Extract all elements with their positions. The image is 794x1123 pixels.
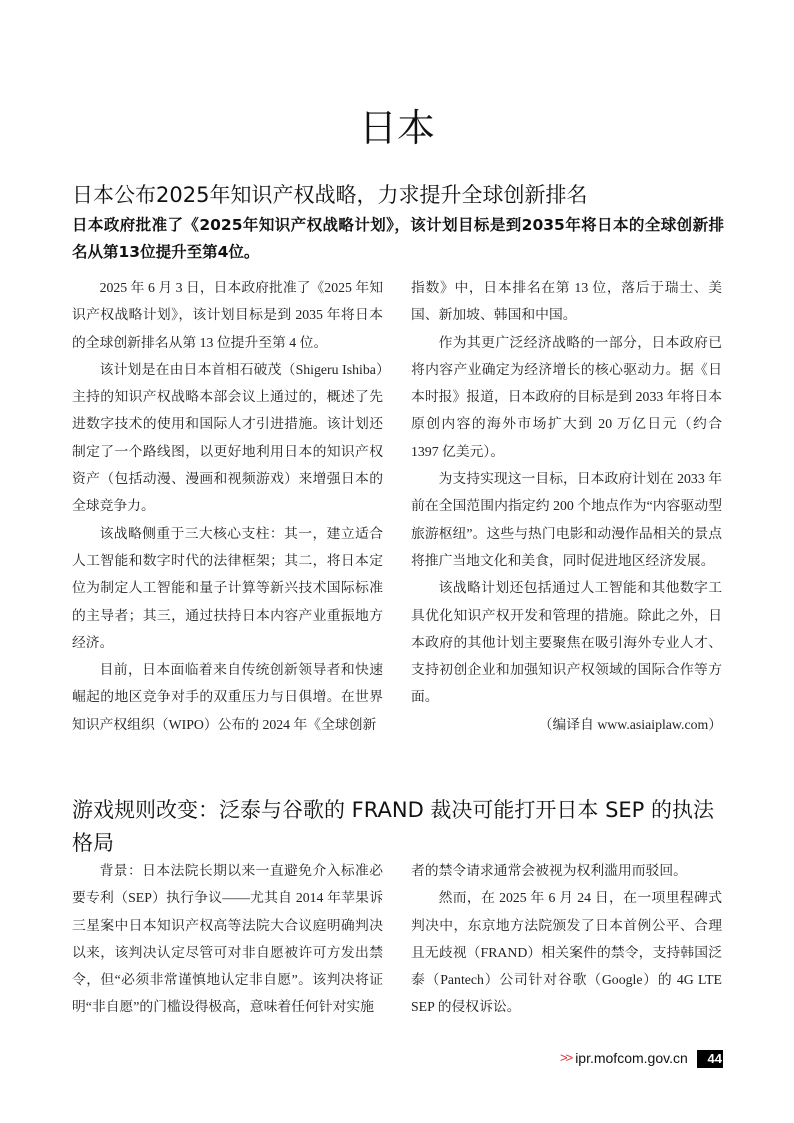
article-title: 游戏规则改变：泛泰与谷歌的 FRAND 裁决可能打开日本 SEP 的执法格局 — [72, 798, 715, 855]
chevron-right-icon: >> — [560, 1050, 572, 1065]
source-credit: （编译自 www.asiaiplaw.com） — [538, 716, 722, 732]
paragraph-continuation: 者的禁令请求通常会被视为权利滥用而驳回。 — [411, 863, 687, 878]
article-title: 日本公布2025年知识产权战略，力求提升全球创新排名 — [72, 183, 588, 207]
article1-left-column — [72, 274, 383, 738]
paragraph: 该战略计划还包括通过人工智能和其他数字工具优化知识产权开发和管理的措施。除此之外，日本政府的其他计划主要聚焦在吸引海外专业人才、支持初创企业和加强知识产权领域的国际合作等方面。 — [411, 580, 722, 705]
article2-left-column — [72, 857, 383, 1021]
paragraph: 为支持实现这一目标，日本政府计划在 2033 年前在全国范围内指定约 200 个地点作为“内容驱动型旅游枢纽”。这些与热门电影和动漫作品相关的景点将推广当地文化和美食，同时促进地区经济发展。 — [411, 471, 722, 568]
paragraph: 2025 年 6 月 3 日，日本政府批准了《2025 年知识产权战略计划》，该计划目标是到 2035 年将日本的全球创新排名从第 13 位提升至第 4 位。 — [72, 280, 383, 350]
section-title: 日本 — [358, 106, 435, 150]
footer-site-link[interactable]: ipr.mofcom.gov.cn — [575, 1050, 688, 1066]
article1-right-column — [411, 274, 722, 738]
paragraph: 然而，在 2025 年 6 月 24 日，在一项里程碑式判决中，东京地方法院颁发了日本首例公平、合理且无歧视（FRAND）相关案件的禁令，支持韩国泛泰（Pantech）公司针对谷歌（Google）的 4G LTE SEP 的侵权诉讼。 — [411, 890, 722, 1015]
paragraph: 目前，日本面临着来自传统创新领导者和快速崛起的地区竞争对手的双重压力与日俱增。在世界知识产权组织（WIPO）公布的 2024 年《全球创新 — [72, 662, 383, 732]
paragraph: 该战略侧重于三大核心支柱：其一，建立适合人工智能和数字时代的法律框架；其二，将日本定位为制定人工智能和量子计算等新兴技术国际标准的主导者；其三，通过扶持日本内容产业重振地方经济。 — [72, 525, 383, 650]
article2-right-column — [411, 857, 722, 1021]
page-number: 44 — [697, 1050, 723, 1068]
paragraph: 该计划是在由日本首相石破茂（Shigeru Ishiba）主持的知识产权战略本部会议上通过的，概述了先进数字技术的使用和国际人才引进措施。该计划还制定了一个路线图，以更好地利用日本的知识产权资产（包括动漫、漫画和视频游戏）来增强日本的全球竞争力。 — [72, 361, 383, 514]
paragraph: 作为其更广泛经济战略的一部分，日本政府已将内容产业确定为经济增长的核心驱动力。据《日本时报》报道，日本政府的目标是到 2033 年将日本原创内容的海外市场扩大到 20 万亿日元（约合 1397 亿美元）。 — [411, 334, 722, 459]
paragraph: 背景：日本法院长期以来一直避免介入标准必要专利（SEP）执行争议——尤其自 2014 年苹果诉三星案中日本知识产权高等法院大合议庭明确判决以来，该判决认定尽管可对非自愿被许可方发出禁令，但“必须非常谨慎地认定非自愿”。该判决将证明“非自愿”的门槛设得极高，意味着任何针对实施 — [72, 863, 383, 1015]
article-lead: 日本政府批准了《2025年知识产权战略计划》，该计划目标是到2035年将日本的全球创新排名从第13位提升至第4位。 — [72, 216, 724, 261]
footer — [560, 1047, 688, 1069]
paragraph-continuation: 指数》中，日本排名在第 13 位，落后于瑞士、美国、新加坡、韩国和中国。 — [411, 280, 722, 323]
